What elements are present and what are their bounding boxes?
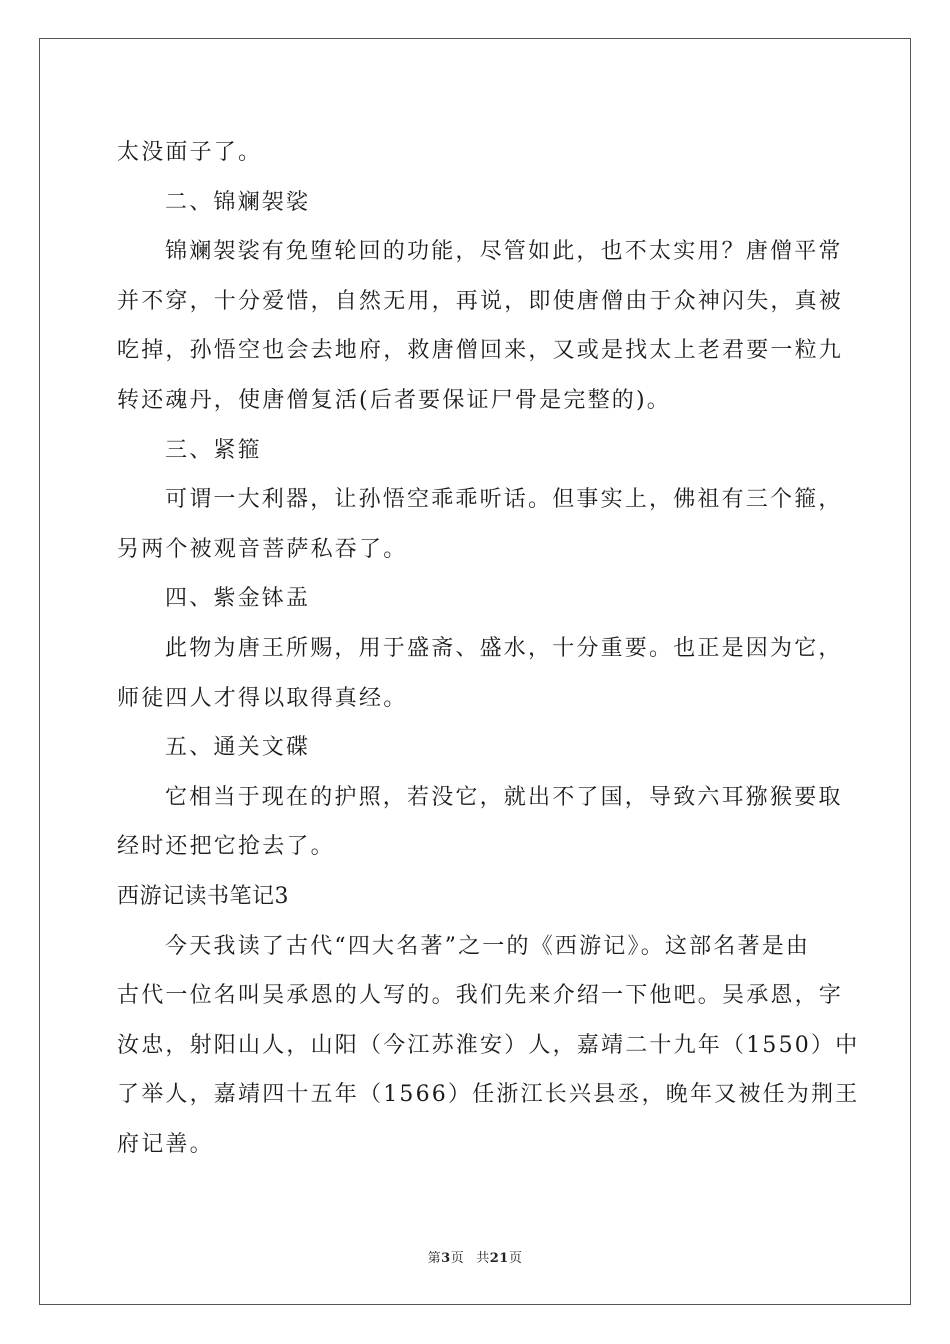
text-line: 可谓一大利器，让孙悟空乖乖听话。但事实上，佛祖有三个箍， — [165, 487, 843, 513]
text-line: 太没面子了。 — [117, 140, 263, 165]
text-line: 它相当于现在的护照，若没它，就出不了国，导致六耳猕猴要取 — [165, 784, 843, 810]
page-prefix: 第 — [427, 1251, 442, 1266]
text-line: 锦斓袈裟有免堕轮回的功能，尽管如此，也不太实用？唐僧平常 — [165, 239, 843, 265]
text-line: 师徒四人才得以取得真经。 — [117, 685, 408, 711]
text-line: 汝忠，射阳山人，山阳（今江苏淮安）人，嘉靖二十九年（1550）中 — [117, 1032, 860, 1058]
document-body — [117, 128, 860, 1169]
text-line: 经时还把它抢去了。 — [117, 834, 335, 860]
text-line: 吃掉，孙悟空也会去地府，救唐僧回来，又或是找太上老君要一粒九 — [117, 338, 844, 364]
total-pages: 21 — [489, 1251, 509, 1266]
text-line: 并不穿，十分爱惜，自然无用，再说，即使唐僧由于众神闪失，真被 — [117, 288, 844, 314]
page-number: 3 — [441, 1251, 451, 1266]
text-line: 今天我读了古代“四大名著”之一的《西游记》。这部名著是由 — [165, 933, 811, 959]
section-heading: 二、锦斓袈裟 — [165, 189, 311, 215]
text-line: 另两个被观音菩萨私吞了。 — [117, 536, 408, 562]
article-title: 西游记读书笔记3 — [117, 883, 289, 909]
text-line: 府记善。 — [117, 1131, 214, 1157]
text-line: 转还魂丹，使唐僧复活(后者要保证尸骨是完整的)。 — [117, 387, 671, 413]
section-heading: 三、紧箍 — [165, 437, 262, 463]
text-line: 此物为唐王所赐，用于盛斋、盛水，十分重要。也正是因为它， — [165, 635, 843, 661]
section-heading: 五、通关文碟 — [165, 735, 311, 761]
total-suffix: 页 — [508, 1251, 523, 1266]
page-footer — [0, 1247, 950, 1266]
total-prefix: 共 — [476, 1251, 490, 1266]
section-heading: 四、紫金钵盂 — [165, 586, 311, 612]
text-line: 了举人，嘉靖四十五年（1566）任浙江长兴县丞，晚年又被任为荆王 — [117, 1082, 860, 1108]
text-line: 古代一位名叫吴承恩的人写的。我们先来介绍一下他吧。吴承恩，字 — [117, 983, 844, 1009]
page-suffix: 页 — [450, 1251, 465, 1266]
